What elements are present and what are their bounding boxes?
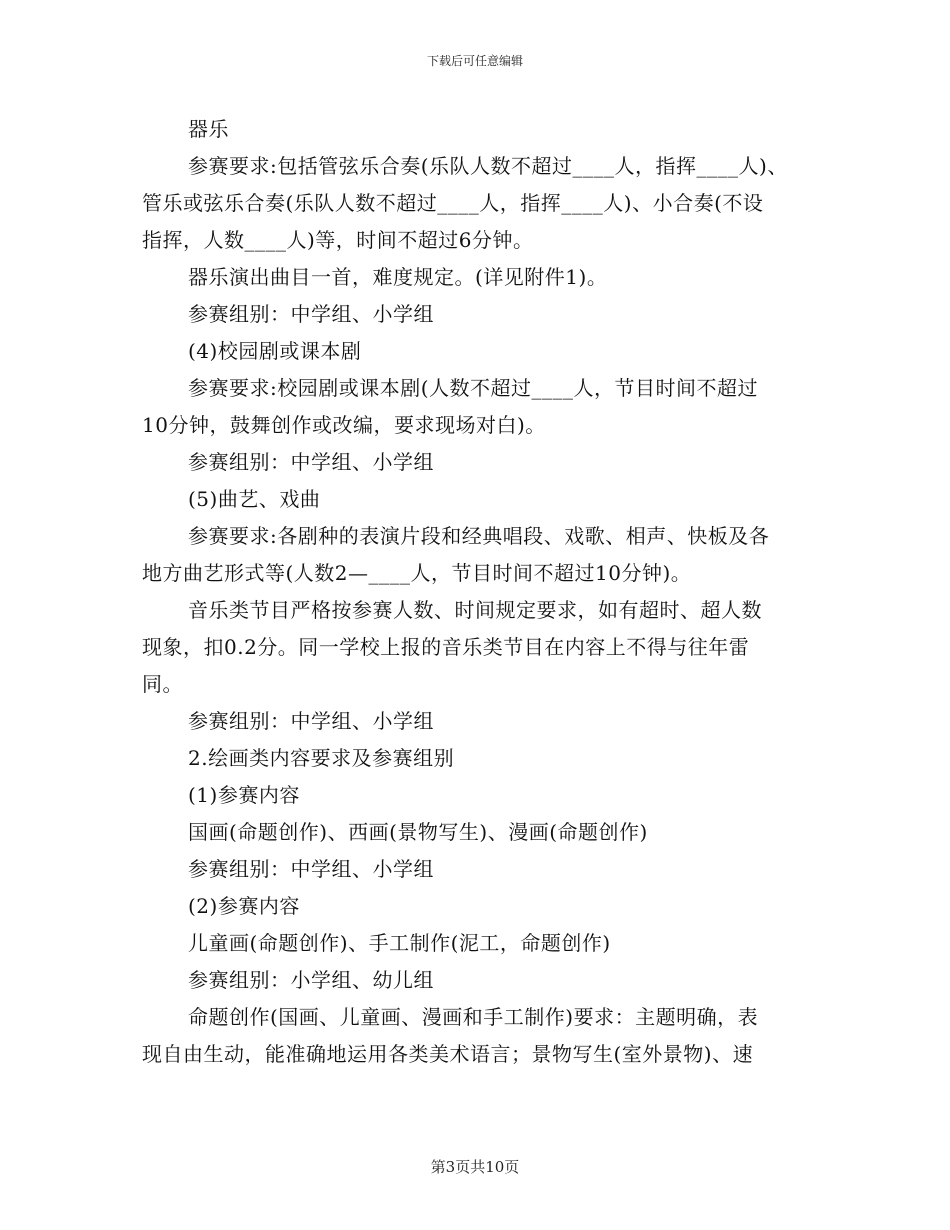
text-line: 现象，扣0.2分。同一学校上报的音乐类节目在内容上不得与往年雷 bbox=[142, 635, 750, 659]
text-line: 器乐演出曲目一首，难度规定。(详见附件1)。 bbox=[188, 265, 608, 289]
text-line: 指挥，人数____人)等，时间不超过6分钟。 bbox=[142, 228, 534, 252]
section-heading: (2)参赛内容 bbox=[188, 894, 300, 918]
page-footer: 第3页共10页 bbox=[430, 1158, 520, 1176]
text-line: 同。 bbox=[142, 672, 183, 696]
text-line: 管乐或弦乐合奏(乐队人数不超过____人，指挥____人)、小合奏(不设 bbox=[142, 191, 764, 215]
text-line: 参赛要求:包括管弦乐合奏(乐队人数不超过____人，指挥____人)、 bbox=[188, 154, 788, 178]
text-line: 10分钟，鼓舞创作或改编，要求现场对白)。 bbox=[142, 413, 546, 437]
section-heading: (1)参赛内容 bbox=[188, 783, 300, 807]
text-line: 器乐 bbox=[188, 117, 229, 141]
document-body bbox=[142, 111, 807, 1073]
text-line: 命题创作(国画、儿童画、漫画和手工制作)要求：主题明确，表 bbox=[188, 1005, 759, 1029]
section-heading: 2.绘画类内容要求及参赛组别 bbox=[188, 746, 455, 770]
section-heading: (4)校园剧或课本剧 bbox=[188, 339, 362, 363]
text-line: 参赛要求:校园剧或课本剧(人数不超过____人，节目时间不超过 bbox=[188, 376, 759, 400]
text-line: 现自由生动，能准确地运用各类美术语言；景物写生(室外景物)、速 bbox=[142, 1042, 754, 1066]
text-line: 参赛组别：中学组、小学组 bbox=[188, 450, 434, 474]
text-line: 儿童画(命题创作)、手工制作(泥工，命题创作) bbox=[188, 931, 611, 955]
page-header: 下载后可任意编辑 bbox=[426, 54, 523, 68]
text-line: 音乐类节目严格按参赛人数、时间规定要求，如有超时、超人数 bbox=[188, 598, 762, 622]
text-line: 地方曲艺形式等(人数2—____人，节目时间不超过10分钟)。 bbox=[142, 561, 692, 585]
text-line: 参赛组别：中学组、小学组 bbox=[188, 302, 434, 326]
text-line: 参赛要求:各剧种的表演片段和经典唱段、戏歌、相声、快板及各 bbox=[188, 524, 770, 548]
text-line: 国画(命题创作)、西画(景物写生)、漫画(命题创作) bbox=[188, 820, 648, 844]
text-line: 参赛组别：中学组、小学组 bbox=[188, 709, 434, 733]
text-line: 参赛组别：中学组、小学组 bbox=[188, 857, 434, 881]
section-heading: (5)曲艺、戏曲 bbox=[188, 487, 321, 511]
text-line: 参赛组别：小学组、幼儿组 bbox=[188, 968, 434, 992]
